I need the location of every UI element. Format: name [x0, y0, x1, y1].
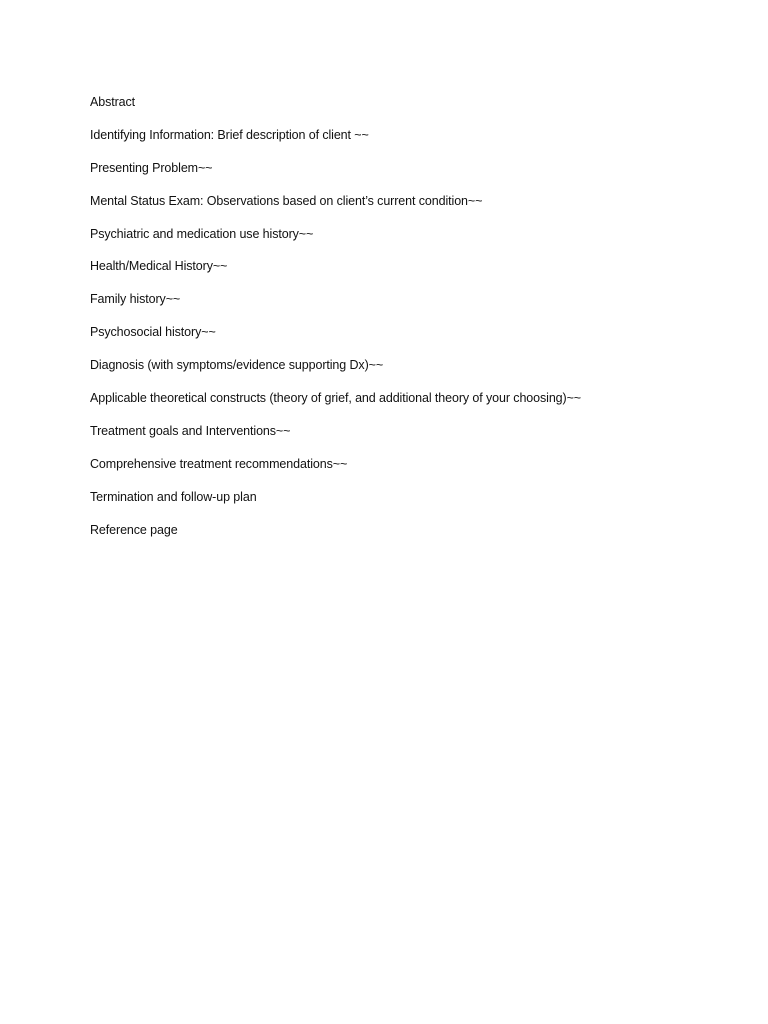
section-health-medical-history: Health/Medical History~~	[90, 259, 228, 274]
section-psychosocial-history: Psychosocial history~~	[90, 325, 216, 340]
section-treatment-recommendations: Comprehensive treatment recommendations~~	[90, 456, 348, 471]
section-presenting-problem: Presenting Problem~~	[90, 160, 213, 175]
section-diagnosis: Diagnosis (with symptoms/evidence supporting Dx)~~	[90, 358, 384, 373]
section-mental-status-exam: Mental Status Exam: Observations based on client’s current condition~~	[90, 193, 483, 208]
section-outline	[90, 94, 730, 554]
section-abstract: Abstract	[90, 95, 136, 109]
section-family-history: Family history~~	[90, 292, 181, 307]
section-treatment-goals: Treatment goals and Interventions~~	[90, 423, 291, 438]
section-theoretical-constructs: Applicable theoretical constructs (theory of grief, and additional theory of your choosing)~~	[90, 391, 581, 406]
section-termination-plan: Termination and follow-up plan	[90, 489, 257, 504]
section-identifying-information: Identifying Information: Brief description of client ~~	[90, 127, 369, 142]
section-reference-page: Reference page	[90, 522, 178, 537]
section-psychiatric-history: Psychiatric and medication use history~~	[90, 226, 314, 241]
